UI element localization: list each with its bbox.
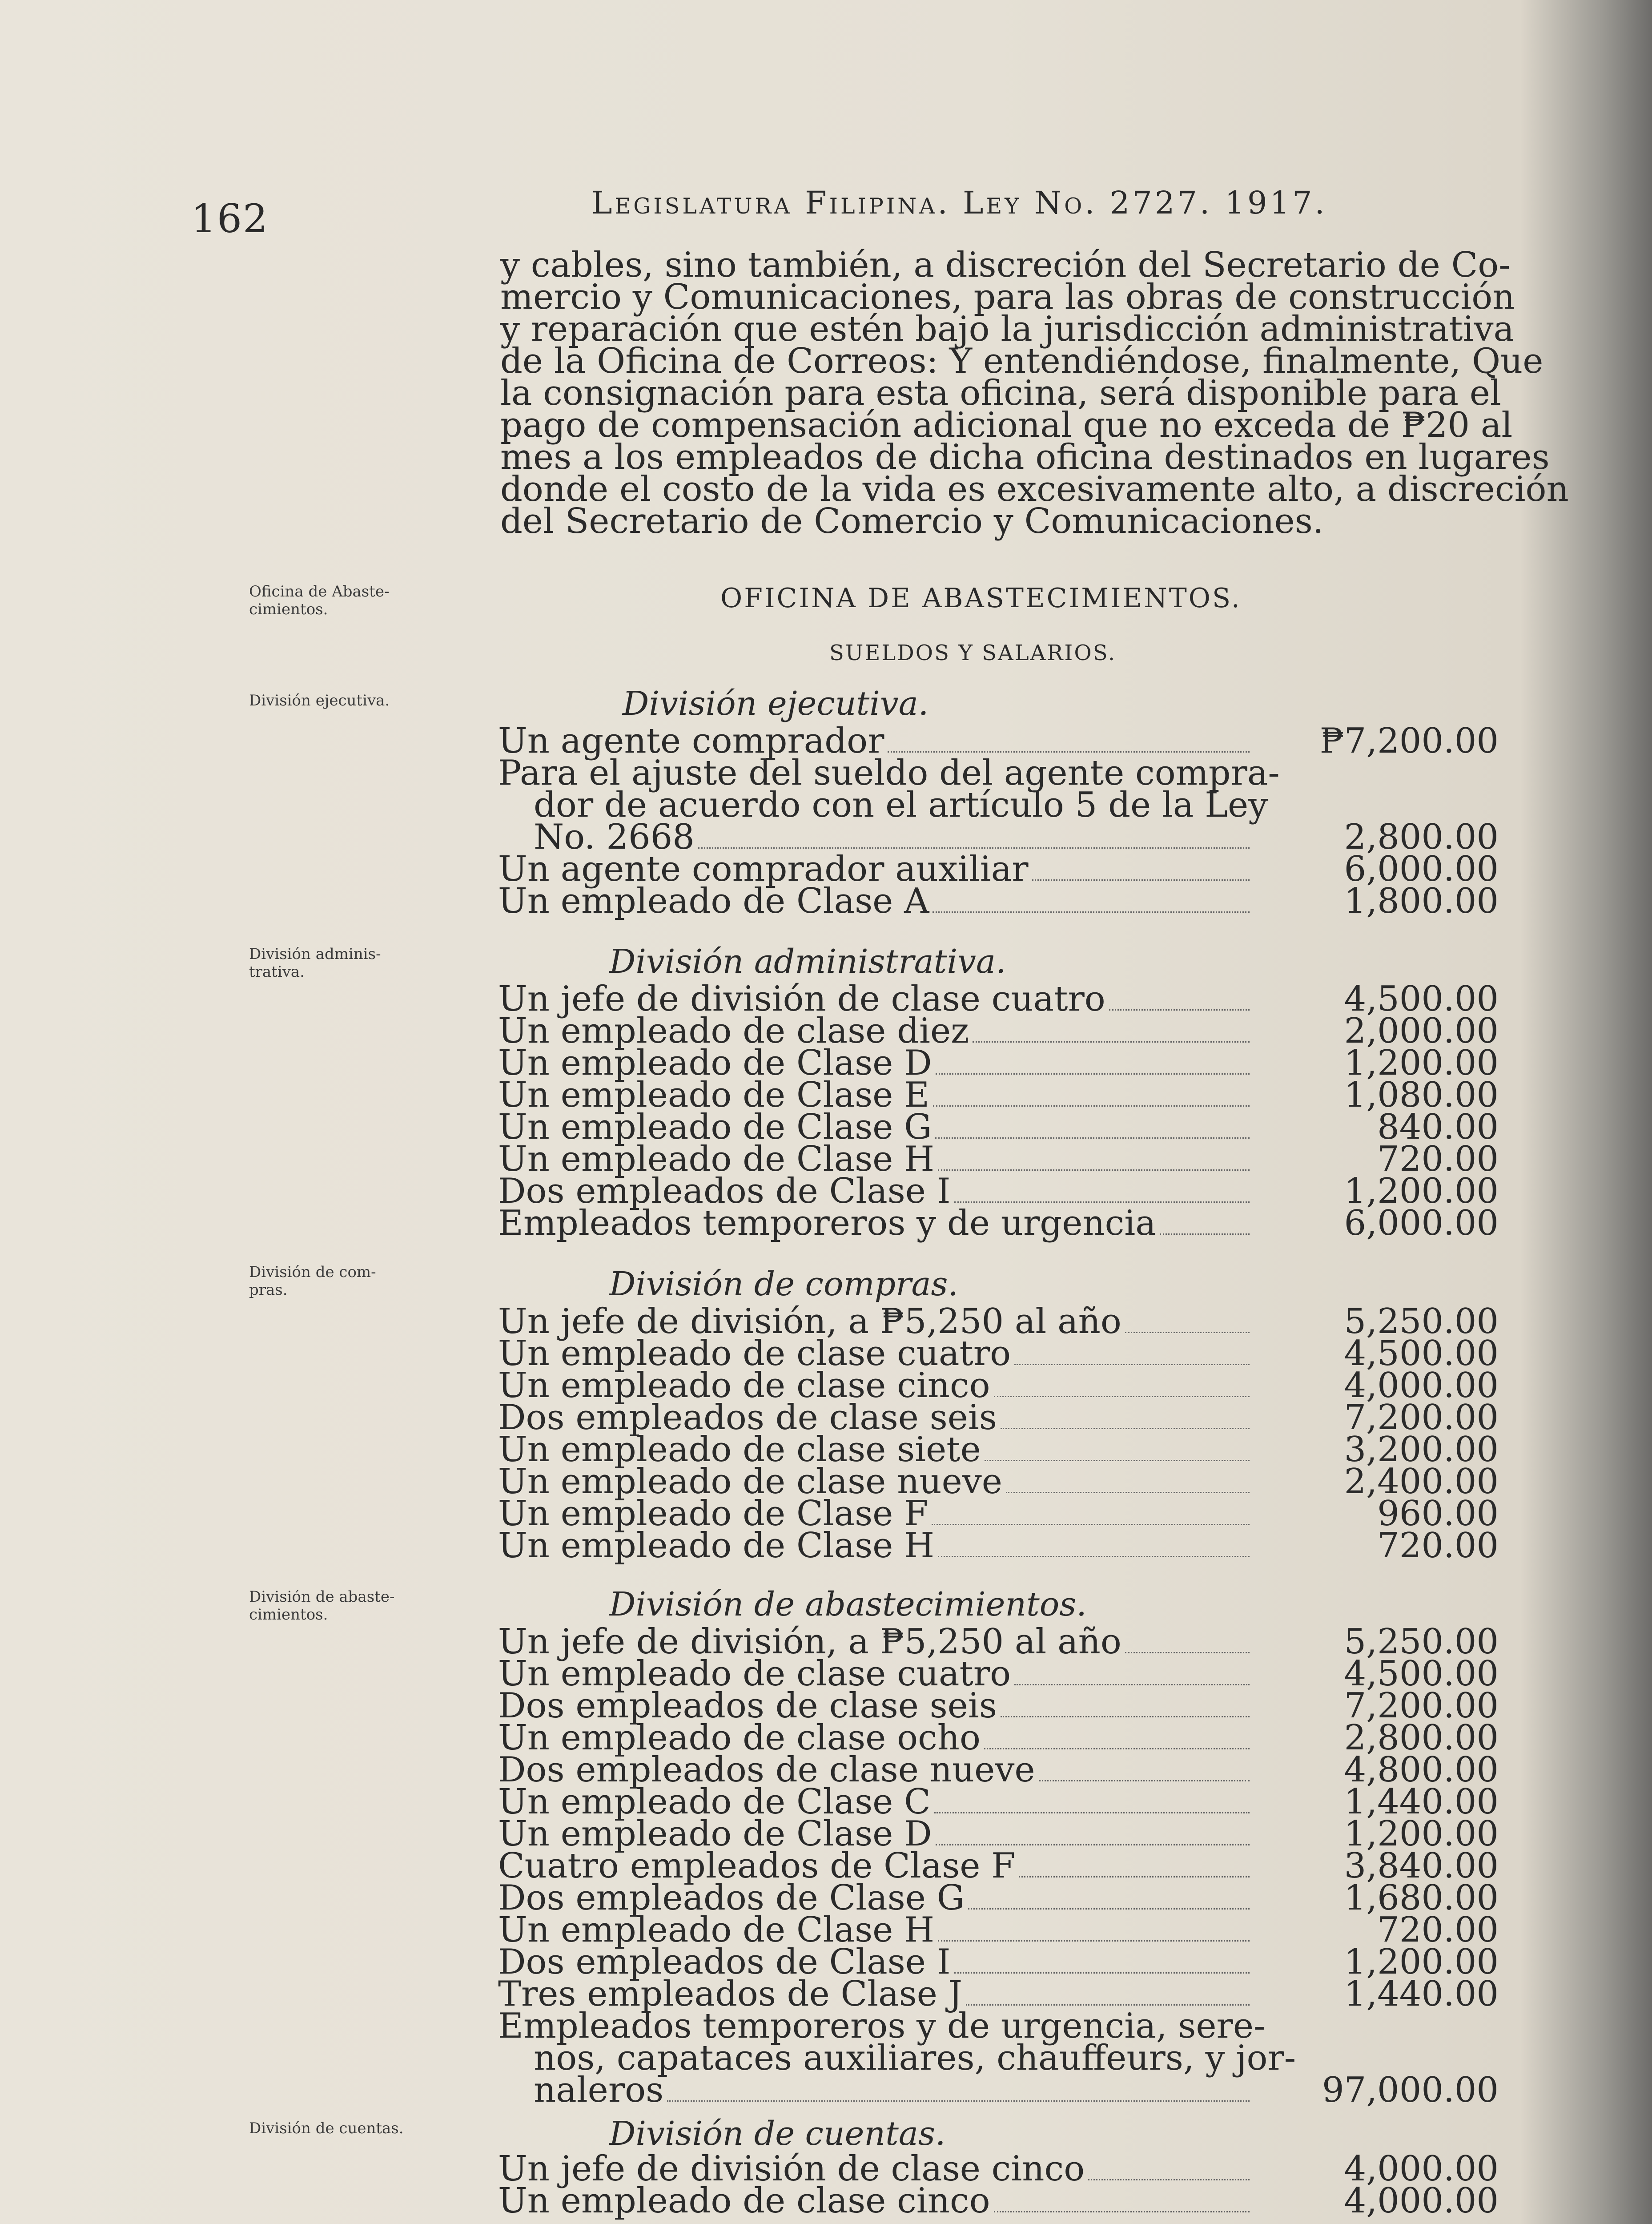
- row-label: Un empleado de Clase C: [498, 1782, 931, 1822]
- dot-leader: [954, 1178, 1250, 1203]
- marginal-note-line: cimientos.: [249, 1606, 328, 1624]
- row-label: Un empleado de Clase F: [498, 1494, 928, 1534]
- row-amount: 1,080.00: [1344, 1075, 1499, 1115]
- row-amount: 5,250.00: [1344, 1301, 1499, 1342]
- dot-leader: [1125, 1629, 1250, 1653]
- intro-line: la consignación para esta oficina, será disponible para el: [500, 373, 1501, 413]
- marginal-note-ejecutiva: [249, 692, 498, 709]
- marginal-note-line: División ejecutiva.: [249, 692, 390, 709]
- row-amount: 1,200.00: [1344, 1171, 1499, 1211]
- dot-leader: [994, 2188, 1250, 2212]
- row-label: Un agente comprador auxiliar: [498, 849, 1029, 889]
- page-number: 162: [191, 196, 269, 242]
- marginal-note-administrativa: [249, 945, 498, 981]
- row-label: Un empleado de clase cinco: [498, 1366, 990, 1406]
- intro-line: mes a los empleados de dicha oficina destinados en lugares: [500, 437, 1550, 477]
- table-row: [498, 721, 1499, 761]
- table-row: [498, 1718, 1499, 1758]
- table-row: [498, 1782, 1499, 1822]
- dot-leader: [954, 1949, 1250, 1974]
- table-row: [498, 1974, 1499, 2014]
- running-head: Legislatura Filipina. Ley No. 2727. 1917.: [591, 185, 1327, 221]
- dot-leader: [985, 1437, 1250, 1461]
- table-row: [498, 1878, 1499, 1918]
- row-label: Un empleado de clase cinco: [498, 2181, 990, 2221]
- row-label: Dos empleados de clase seis: [498, 1398, 997, 1438]
- multiline-label: [498, 753, 1280, 825]
- row-label: Un empleado de Clase H: [498, 1526, 935, 1566]
- row-label: No. 2668: [534, 817, 695, 857]
- marginal-note-abastecimientos: [249, 1588, 498, 1624]
- row-label: Un empleado de clase diez: [498, 1011, 969, 1051]
- dot-leader: [1109, 986, 1250, 1011]
- row-amount: 97,000.00: [1322, 2070, 1499, 2110]
- row-amount: 960.00: [1377, 1494, 1499, 1534]
- table-row: [498, 1686, 1499, 1726]
- row-label: Un empleado de Clase D: [498, 1814, 932, 1854]
- table-row: [498, 1814, 1499, 1854]
- dot-leader: [1014, 1341, 1250, 1365]
- multiline-label: [498, 2006, 1296, 2078]
- table-row: [498, 849, 1499, 889]
- marginal-note-line: Oficina de Abaste-: [249, 583, 390, 600]
- row-label: Tres empleados de Clase J: [498, 1974, 962, 2014]
- table-row: [498, 1846, 1499, 1886]
- table-row: [498, 1910, 1499, 1950]
- table-row: [498, 979, 1499, 1019]
- row-amount: 5,250.00: [1344, 1622, 1499, 1662]
- dot-leader: [1014, 1661, 1250, 1685]
- row-amount: 6,000.00: [1344, 1203, 1499, 1243]
- dot-leader: [966, 1981, 1250, 2006]
- row-amount: 1,800.00: [1344, 881, 1499, 921]
- row-label: Un jefe de división, a ₱5,250 al año: [498, 1622, 1121, 1662]
- table-row: [498, 1171, 1499, 1211]
- division-heading: División ejecutiva.: [623, 685, 929, 723]
- table-row: [498, 1107, 1499, 1147]
- section-title: OFICINA DE ABASTECIMIENTOS.: [720, 583, 1242, 614]
- row-label: Dos empleados de Clase I: [498, 1942, 951, 1982]
- dot-leader: [1032, 856, 1250, 881]
- marginal-note-oficina: [249, 583, 498, 618]
- marginal-note-line: cimientos.: [249, 600, 328, 618]
- intro-line: mercio y Comunicaciones, para las obras de construcción: [500, 277, 1515, 317]
- table-row: [498, 1942, 1499, 1982]
- intro-paragraph: [500, 245, 1569, 541]
- row-label: Un empleado de Clase D: [498, 1043, 932, 1083]
- table-row: [498, 881, 1499, 921]
- row-amount: 7,200.00: [1344, 1686, 1499, 1726]
- marginal-note-line: pras.: [249, 1281, 288, 1299]
- label-line: Para el ajuste del sueldo del agente compra-: [498, 753, 1280, 793]
- row-amount: 4,000.00: [1344, 1366, 1499, 1406]
- intro-line: y reparación que estén bajo la jurisdicción administrativa: [500, 309, 1515, 349]
- row-amount: 3,200.00: [1344, 1430, 1499, 1470]
- row-label: Un empleado de Clase E: [498, 1075, 930, 1115]
- dot-leader: [1125, 1309, 1250, 1333]
- dot-leader: [936, 1821, 1250, 1845]
- label-line: Empleados temporeros y de urgencia, sere-: [498, 2006, 1266, 2046]
- division-heading: División de compras.: [609, 1265, 959, 1303]
- marginal-note-line: trativa.: [249, 963, 305, 981]
- label-line: nos, capataces auxiliares, chauffeurs, y jor-: [534, 2038, 1296, 2078]
- row-amount: 1,680.00: [1344, 1878, 1499, 1918]
- table-row: [498, 1462, 1499, 1502]
- dot-leader: [667, 2077, 1250, 2102]
- row-amount: 2,800.00: [1344, 1718, 1499, 1758]
- dot-leader: [968, 1885, 1250, 1910]
- dot-leader: [973, 1018, 1250, 1043]
- row-label: Un empleado de clase cuatro: [498, 1654, 1011, 1694]
- row-label: Dos empleados de clase nueve: [498, 1750, 1035, 1790]
- dot-leader: [934, 1789, 1250, 1813]
- table-row: [498, 1139, 1499, 1179]
- label-line: dor de acuerdo con el artículo 5 de la Ley: [534, 785, 1268, 825]
- row-label: Un jefe de división de clase cuatro: [498, 979, 1105, 1019]
- table-row: [498, 2070, 1499, 2110]
- row-amount: 1,200.00: [1344, 1942, 1499, 1982]
- dot-leader: [1001, 1693, 1250, 1717]
- dot-leader: [938, 1146, 1250, 1171]
- row-amount: 4,800.00: [1344, 1750, 1499, 1790]
- dot-leader: [933, 1082, 1250, 1107]
- dot-leader: [1019, 1853, 1250, 1878]
- marginal-note-line: División de abaste-: [249, 1588, 395, 1606]
- row-amount: 4,000.00: [1344, 2149, 1499, 2189]
- marginal-note-line: División de cuentas.: [249, 2119, 404, 2137]
- table-row: [498, 1301, 1499, 1342]
- row-label: Cuatro empleados de Clase F: [498, 1846, 1016, 1886]
- row-label: Empleados temporeros y de urgencia: [498, 1203, 1156, 1243]
- marginal-note-cuentas: [249, 2119, 498, 2137]
- row-label: Un empleado de clase siete: [498, 1430, 981, 1470]
- table-row: [498, 1366, 1499, 1406]
- dot-leader: [1160, 1210, 1250, 1235]
- row-amount: 2,000.00: [1344, 1011, 1499, 1051]
- dot-leader: [1039, 1757, 1250, 1781]
- row-label: Un empleado de clase ocho: [498, 1718, 981, 1758]
- division-heading: División administrativa.: [609, 943, 1006, 981]
- row-amount: 4,000.00: [1344, 2181, 1499, 2221]
- row-amount: 720.00: [1377, 1526, 1499, 1566]
- intro-line: donde el costo de la vida es excesivamente alto, a discreción: [500, 469, 1569, 509]
- intro-line: pago de compensación adicional que no exceda de ₱20 al: [500, 405, 1513, 445]
- marginal-note-line: División de com-: [249, 1263, 376, 1281]
- row-amount: 4,500.00: [1344, 1654, 1499, 1694]
- table-row: [498, 1750, 1499, 1790]
- dot-leader: [935, 1114, 1250, 1139]
- table-row: [498, 2149, 1499, 2189]
- row-label: Un empleado de Clase H: [498, 1139, 935, 1179]
- row-amount: 4,500.00: [1344, 1334, 1499, 1374]
- dot-leader: [938, 1917, 1250, 1942]
- table-row: [498, 1334, 1499, 1374]
- division-heading: División de abastecimientos.: [609, 1585, 1087, 1624]
- row-amount: 840.00: [1377, 1107, 1499, 1147]
- row-label: Un empleado de clase nueve: [498, 1462, 1002, 1502]
- table-row: [498, 1203, 1499, 1243]
- table-row: [498, 2181, 1499, 2221]
- row-label: Un empleado de Clase G: [498, 1107, 932, 1147]
- dot-leader: [994, 1373, 1250, 1397]
- table-row: [498, 1494, 1499, 1534]
- row-label: Un jefe de división de clase cinco: [498, 2149, 1085, 2189]
- intro-line: del Secretario de Comercio y Comunicaciones.: [500, 501, 1324, 541]
- row-label: naleros: [534, 2070, 664, 2110]
- table-row: [498, 1622, 1499, 1662]
- row-amount: 1,440.00: [1344, 1782, 1499, 1822]
- row-amount: 2,800.00: [1344, 817, 1499, 857]
- row-label: Un agente comprador: [498, 721, 884, 761]
- row-amount: 6,000.00: [1344, 849, 1499, 889]
- table-row: [498, 1430, 1499, 1470]
- row-label: Dos empleados de Clase G: [498, 1878, 965, 1918]
- dot-leader: [1006, 1469, 1250, 1493]
- table-row: [498, 1526, 1499, 1566]
- marginal-note-compras: [249, 1263, 498, 1299]
- row-amount: 720.00: [1377, 1910, 1499, 1950]
- dot-leader: [932, 1501, 1250, 1525]
- row-amount: 1,200.00: [1344, 1814, 1499, 1854]
- table-row: [498, 817, 1499, 857]
- dot-leader: [933, 888, 1250, 913]
- dot-leader: [984, 1725, 1250, 1749]
- section-subtitle: SUELDOS Y SALARIOS.: [829, 641, 1117, 665]
- row-label: Un empleado de Clase H: [498, 1910, 935, 1950]
- dot-leader: [698, 824, 1250, 849]
- row-label: Un empleado de Clase A: [498, 881, 929, 921]
- intro-line: y cables, sino también, a discreción del Secretario de Co-: [500, 245, 1511, 285]
- marginal-note-line: División adminis-: [249, 945, 381, 963]
- table-row: [498, 1011, 1499, 1051]
- dot-leader: [1001, 1405, 1250, 1429]
- dot-leader: [1088, 2156, 1250, 2180]
- division-heading: División de cuentas.: [609, 2115, 946, 2153]
- table-row: [498, 1075, 1499, 1115]
- dot-leader: [936, 1050, 1250, 1075]
- row-amount: 2,400.00: [1344, 1462, 1499, 1502]
- row-amount: 4,500.00: [1344, 979, 1499, 1019]
- row-amount: 1,440.00: [1344, 1974, 1499, 2014]
- row-amount: 1,200.00: [1344, 1043, 1499, 1083]
- row-amount: 3,840.00: [1344, 1846, 1499, 1886]
- table-row: [498, 1043, 1499, 1083]
- row-amount: ₱7,200.00: [1319, 721, 1499, 761]
- row-label: Dos empleados de clase seis: [498, 1686, 997, 1726]
- row-amount: 720.00: [1377, 1139, 1499, 1179]
- table-row: [498, 1654, 1499, 1694]
- row-label: Dos empleados de Clase I: [498, 1171, 951, 1211]
- row-label: Un jefe de división, a ₱5,250 al año: [498, 1301, 1121, 1342]
- intro-line: de la Oficina de Correos: Y entendiéndose, finalmente, Que: [500, 341, 1543, 381]
- row-amount: 7,200.00: [1344, 1398, 1499, 1438]
- dot-leader: [938, 1533, 1250, 1557]
- dot-leader: [888, 728, 1250, 753]
- row-label: Un empleado de clase cuatro: [498, 1334, 1011, 1374]
- table-row: [498, 1398, 1499, 1438]
